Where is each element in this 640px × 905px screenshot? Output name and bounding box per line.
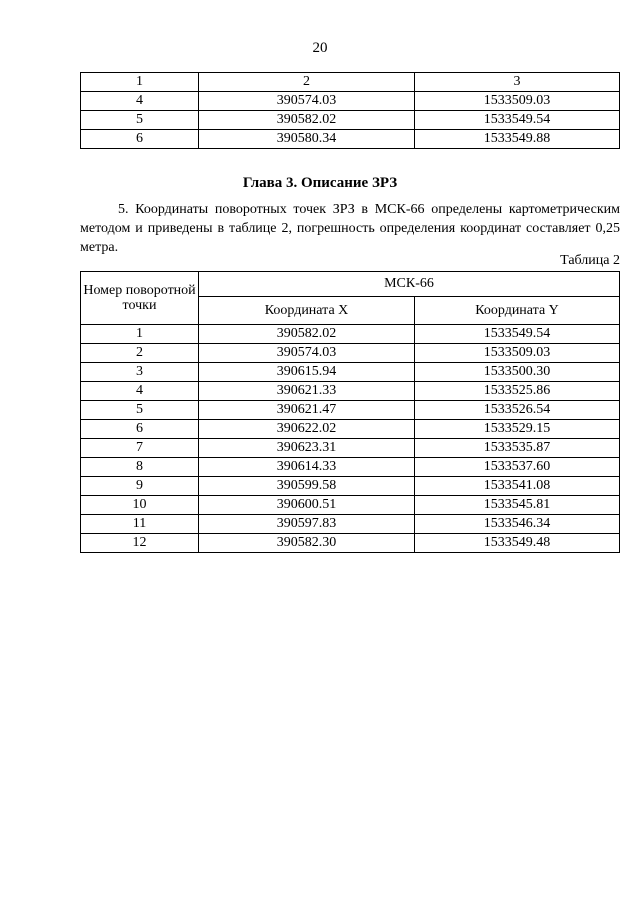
table-cell: 8 <box>81 458 199 477</box>
table-cell: 9 <box>81 477 199 496</box>
table-row <box>81 73 620 92</box>
table-cell: 1533546.34 <box>415 515 620 534</box>
table-cell: 1533537.60 <box>415 458 620 477</box>
column-group-header: МСК-66 <box>199 272 620 297</box>
table-cell: 1533509.03 <box>415 344 620 363</box>
table-cell: 11 <box>81 515 199 534</box>
table-cell: 5 <box>81 111 199 130</box>
table-cell: 390582.30 <box>199 534 415 553</box>
table-cell: 390623.31 <box>199 439 415 458</box>
table-body <box>81 73 620 149</box>
table-cell: 390574.03 <box>199 92 415 111</box>
table-row <box>81 363 620 382</box>
table-cell: 1533549.54 <box>415 325 620 344</box>
table-cell: 390622.02 <box>199 420 415 439</box>
coordinates-table-continued <box>80 72 620 149</box>
table-cell: 5 <box>81 401 199 420</box>
table-cell: 390615.94 <box>199 363 415 382</box>
table-row <box>81 92 620 111</box>
table-cell: 390582.02 <box>199 325 415 344</box>
table-cell: 390621.47 <box>199 401 415 420</box>
table-cell: 390574.03 <box>199 344 415 363</box>
table-cell: 1533500.30 <box>415 363 620 382</box>
table-row <box>81 496 620 515</box>
coordinates-table <box>80 271 620 553</box>
table-cell: 1 <box>81 325 199 344</box>
table-cell: 1533549.48 <box>415 534 620 553</box>
table-cell: 6 <box>81 130 199 149</box>
table-cell: 1533526.54 <box>415 401 620 420</box>
column-header-x: Координата X <box>199 297 415 325</box>
table-cell: 2 <box>199 73 415 92</box>
column-header-point: Номер поворотной точки <box>81 272 199 325</box>
table-cell: 390582.02 <box>199 111 415 130</box>
table-cell: 390600.51 <box>199 496 415 515</box>
table-body <box>81 325 620 553</box>
chapter-title: Глава 3. Описание ЗРЗ <box>242 175 398 191</box>
table-row <box>81 458 620 477</box>
table-cell: 10 <box>81 496 199 515</box>
table-row <box>81 477 620 496</box>
table-cell: 4 <box>81 92 199 111</box>
table-row <box>81 344 620 363</box>
table-cell: 3 <box>81 363 199 382</box>
table-row <box>81 439 620 458</box>
table-cell: 12 <box>81 534 199 553</box>
table-cell: 1533549.54 <box>415 111 620 130</box>
page-number: 20 <box>312 40 328 56</box>
table-caption: Таблица 2 <box>560 253 620 268</box>
table-row <box>81 382 620 401</box>
table-header <box>81 272 620 325</box>
table-row <box>81 130 620 149</box>
table-cell: 1533549.88 <box>415 130 620 149</box>
table-cell: 1 <box>81 73 199 92</box>
table-cell: 1533545.81 <box>415 496 620 515</box>
header-row <box>81 272 620 297</box>
table-cell: 390621.33 <box>199 382 415 401</box>
table-cell: 6 <box>81 420 199 439</box>
table-row <box>81 401 620 420</box>
table-cell: 1533535.87 <box>415 439 620 458</box>
table-row <box>81 325 620 344</box>
table-cell: 7 <box>81 439 199 458</box>
table-row <box>81 111 620 130</box>
table-row <box>81 534 620 553</box>
table-cell: 390614.33 <box>199 458 415 477</box>
table-cell: 390597.83 <box>199 515 415 534</box>
table-cell: 390580.34 <box>199 130 415 149</box>
table-row <box>81 515 620 534</box>
table-cell: 4 <box>81 382 199 401</box>
table-cell: 1533525.86 <box>415 382 620 401</box>
table-cell: 1533529.15 <box>415 420 620 439</box>
table-cell: 390599.58 <box>199 477 415 496</box>
description-paragraph: 5. Координаты поворотных точек ЗРЗ в МСК-66 определены картометрическим методом и приведены в таблице 2, погрешность определения координат составляет 0,25 метра. <box>80 202 620 255</box>
table-cell: 1533509.03 <box>415 92 620 111</box>
column-header-y: Координата Y <box>415 297 620 325</box>
table-row <box>81 420 620 439</box>
table-cell: 2 <box>81 344 199 363</box>
table-cell: 3 <box>415 73 620 92</box>
table-cell: 1533541.08 <box>415 477 620 496</box>
